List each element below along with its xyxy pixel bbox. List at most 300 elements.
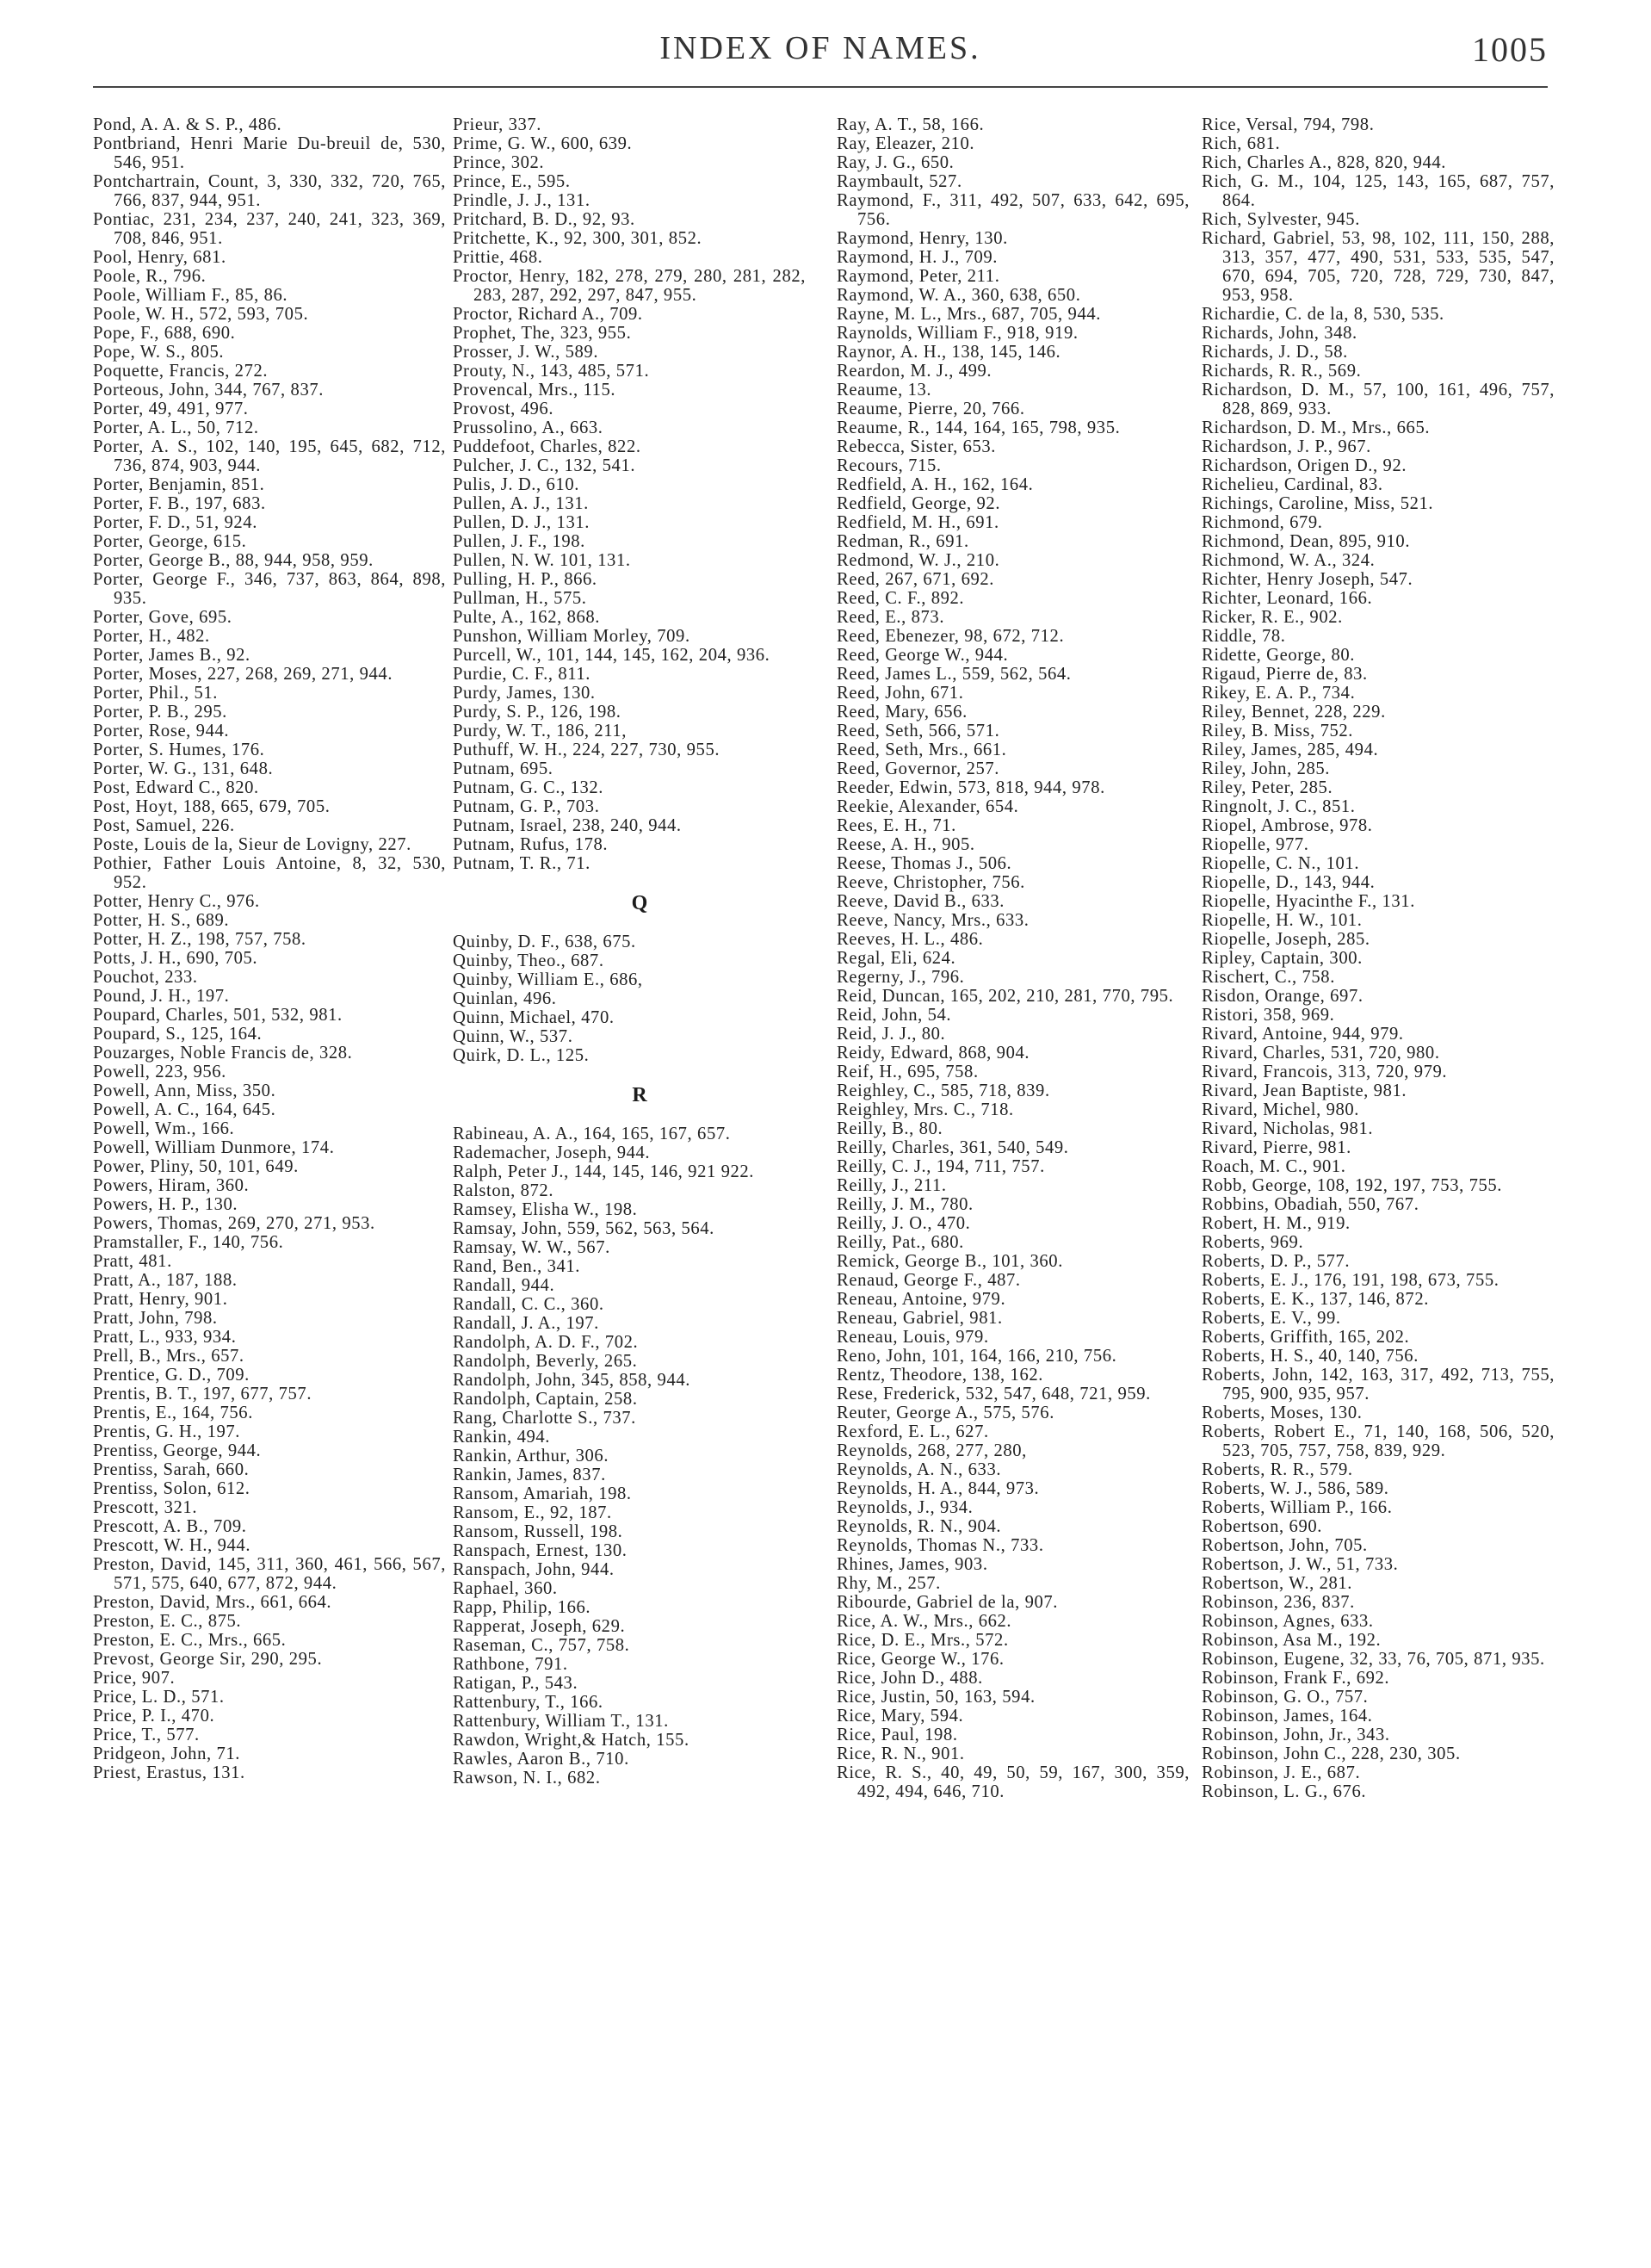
index-entry: Robinson, John C., 228, 230, 305.: [1202, 1744, 1461, 1763]
index-entry: Rivard, Charles, 531, 720, 980.: [1202, 1044, 1440, 1063]
index-entry: Reaume, 13.: [837, 381, 932, 400]
index-entry: Porter, Benjamin, 851.: [93, 475, 265, 494]
index-entry: Richmond, W. A., 324.: [1202, 551, 1376, 570]
index-entry: Porter, George, 615.: [93, 532, 247, 551]
index-entry: Robbins, Obadiah, 550, 767.: [1202, 1195, 1419, 1214]
index-entry: Powell, Ann, Miss, 350.: [93, 1081, 276, 1100]
index-entry: Pope, W. S., 805.: [93, 343, 225, 362]
index-entry: Purdy, S. P., 126, 198.: [453, 703, 621, 722]
index-entry: Ransom, Russell, 198.: [453, 1522, 623, 1541]
index-entry: Porter, A. S., 102, 140, 195, 645, 682, 712, 736, 874, 903, 944.: [93, 437, 446, 475]
index-entry: Richmond, Dean, 895, 910.: [1202, 532, 1411, 551]
index-entry: Porter, 49, 491, 977.: [93, 400, 249, 418]
index-entry: Robinson, 236, 837.: [1202, 1593, 1355, 1612]
index-entry: Porter, F. B., 197, 683.: [93, 494, 266, 513]
index-entry: Reilly, Pat., 680.: [837, 1233, 964, 1252]
index-entry: Pulling, H. P., 866.: [453, 570, 597, 589]
index-column-2: [453, 115, 806, 1788]
index-entry: Reed, Ebenezer, 98, 672, 712.: [837, 627, 1065, 646]
index-entry: Ringnolt, J. C., 851.: [1202, 797, 1356, 816]
index-entry: Reed, 267, 671, 692.: [837, 570, 995, 589]
index-entry: Porter, George F., 346, 737, 863, 864, 898, 935.: [93, 570, 446, 608]
index-entry: Reilly, J. O., 470.: [837, 1214, 971, 1233]
index-entry: Poole, William F., 85, 86.: [93, 286, 288, 305]
index-entry: Ransom, Amariah, 198.: [453, 1484, 632, 1503]
index-entry: Quirk, D. L., 125.: [453, 1046, 590, 1065]
index-entry: Reynolds, R. N., 904.: [837, 1517, 1002, 1536]
index-entry: Roberts, D. P., 577.: [1202, 1252, 1351, 1271]
index-entry: Porter, Gove, 695.: [93, 608, 232, 627]
index-entry: Richards, J. D., 58.: [1202, 343, 1348, 362]
index-entry: Robertson, W., 281.: [1202, 1574, 1353, 1593]
index-entry: Redfield, George, 92.: [837, 494, 1001, 513]
index-entry: Potter, Henry C., 976.: [93, 892, 260, 911]
index-entry: Ramsay, John, 559, 562, 563, 564.: [453, 1219, 714, 1238]
index-entry: Ricker, R. E., 902.: [1202, 608, 1343, 627]
index-entry: Reynolds, H. A., 844, 973.: [837, 1479, 1040, 1498]
index-entry: Regerny, J., 796.: [837, 968, 965, 987]
index-entry: Post, Samuel, 226.: [93, 816, 235, 835]
index-entry: Rhy, M., 257.: [837, 1574, 941, 1593]
index-entry: Robertson, John, 705.: [1202, 1536, 1368, 1555]
index-entry: Robinson, John, Jr., 343.: [1202, 1726, 1390, 1744]
index-entry: Puddefoot, Charles, 822.: [453, 437, 641, 456]
index-entry: Prell, B., Mrs., 657.: [93, 1347, 244, 1366]
index-entry: Randolph, Beverly, 265.: [453, 1352, 638, 1371]
index-entry: Porter, Phil., 51.: [93, 684, 218, 703]
index-entry: Raymbault, 527.: [837, 172, 962, 191]
index-entry: Randall, J. A., 197.: [453, 1314, 599, 1333]
index-column-1: [93, 115, 446, 1782]
index-entry: Ralston, 872.: [453, 1181, 554, 1200]
index-entry: Ripley, Captain, 300.: [1202, 949, 1363, 968]
index-entry: Prentis, B. T., 197, 677, 757.: [93, 1385, 312, 1404]
index-entry: Richardson, Origen D., 92.: [1202, 456, 1407, 475]
index-entry: Ray, J. G., 650.: [837, 153, 955, 172]
index-entry: Powers, H. P., 130.: [93, 1195, 238, 1214]
index-entry: Risdon, Orange, 697.: [1202, 987, 1363, 1006]
index-entry: Porter, W. G., 131, 648.: [93, 759, 274, 778]
index-entry: Rice, D. E., Mrs., 572.: [837, 1631, 1009, 1650]
index-entry: Reeves, H. L., 486.: [837, 930, 984, 949]
index-entry: Putnam, Israel, 238, 240, 944.: [453, 816, 682, 835]
index-entry: Porter, James B., 92.: [93, 646, 250, 665]
index-entry: Pritchard, B. D., 92, 93.: [453, 210, 635, 229]
index-entry: Reilly, Charles, 361, 540, 549.: [837, 1138, 1069, 1157]
index-entry: Powell, Wm., 166.: [93, 1119, 235, 1138]
index-entry: Reeder, Edwin, 573, 818, 944, 978.: [837, 778, 1105, 797]
index-entry: Prescott, W. H., 944.: [93, 1536, 251, 1555]
index-entry: Quinby, Theo., 687.: [453, 951, 604, 970]
index-entry: Redman, R., 691.: [837, 532, 969, 551]
index-entry: Roberts, Robert E., 71, 140, 168, 506, 520, 523, 705, 757, 758, 839, 929.: [1202, 1422, 1555, 1460]
index-entry: Rich, 681.: [1202, 134, 1281, 153]
index-entry: Potts, J. H., 690, 705.: [93, 949, 258, 968]
index-entry: Pullen, A. J., 131.: [453, 494, 589, 513]
index-entry: Rivard, Michel, 980.: [1202, 1100, 1360, 1119]
index-entry: Reidy, Edward, 868, 904.: [837, 1044, 1030, 1063]
index-entry: Rice, R. S., 40, 49, 50, 59, 167, 300, 359, 492, 494, 646, 710.: [837, 1763, 1190, 1801]
index-entry: Pond, A. A. & S. P., 486.: [93, 115, 282, 134]
index-entry: Roberts, Moses, 130.: [1202, 1404, 1363, 1422]
index-entry: Reneau, Antoine, 979.: [837, 1290, 1006, 1309]
index-entry: Rattenbury, T., 166.: [453, 1693, 603, 1712]
index-entry: Pullman, H., 575.: [453, 589, 587, 608]
section-letter: Q: [631, 892, 648, 914]
index-entry: Roberts, H. S., 40, 140, 756.: [1202, 1347, 1419, 1366]
index-entry: Ristori, 358, 969.: [1202, 1006, 1335, 1025]
index-entry: Reaume, R., 144, 164, 165, 798, 935.: [837, 418, 1121, 437]
index-entry: Ranspach, Ernest, 130.: [453, 1541, 628, 1560]
index-entry: Prittie, 468.: [453, 248, 543, 267]
index-entry: Ramsay, W. W., 567.: [453, 1238, 610, 1257]
index-entry: Ridette, George, 80.: [1202, 646, 1356, 665]
index-entry: Pulis, J. D., 610.: [453, 475, 579, 494]
index-entry: Preston, E. C., 875.: [93, 1612, 242, 1631]
index-entry: Ray, Eleazer, 210.: [837, 134, 975, 153]
index-entry: Reekie, Alexander, 654.: [837, 797, 1019, 816]
index-entry: Reynolds, A. N., 633.: [837, 1460, 1002, 1479]
index-entry: Randall, C. C., 360.: [453, 1295, 604, 1314]
index-entry: Reid, J. J., 80.: [837, 1025, 946, 1044]
index-entry: Prescott, A. B., 709.: [93, 1517, 247, 1536]
index-entry: Remick, George B., 101, 360.: [837, 1252, 1063, 1271]
index-entry: Pramstaller, F., 140, 756.: [93, 1233, 284, 1252]
index-entry: Roberts, E. V., 99.: [1202, 1309, 1341, 1328]
index-entry: Reilly, C. J., 194, 711, 757.: [837, 1157, 1045, 1176]
index-entry: Robinson, L. G., 676.: [1202, 1782, 1367, 1801]
index-entry: Riopelle, C. N., 101.: [1202, 854, 1360, 873]
index-entry: Reneau, Gabriel, 981.: [837, 1309, 1003, 1328]
index-entry: Rentz, Theodore, 138, 162.: [837, 1366, 1043, 1385]
index-entry: Roberts, William P., 166.: [1202, 1498, 1393, 1517]
index-entry: Pullen, J. F., 198.: [453, 532, 585, 551]
index-entry: Pullen, N. W. 101, 131.: [453, 551, 631, 570]
page-title: INDEX OF NAMES.: [659, 30, 981, 66]
index-entry: Raymond, F., 311, 492, 507, 633, 642, 695, 756.: [837, 191, 1190, 229]
index-entry: Ramsey, Elisha W., 198.: [453, 1200, 638, 1219]
index-entry: Reeve, Christopher, 756.: [837, 873, 1025, 892]
index-entry: Rese, Frederick, 532, 547, 648, 721, 959.: [837, 1385, 1151, 1404]
index-entry: Pridgeon, John, 71.: [93, 1744, 241, 1763]
index-entry: Reneau, Louis, 979.: [837, 1328, 989, 1347]
index-entry: Renaud, George F., 487.: [837, 1271, 1021, 1290]
index-entry: Poupard, Charles, 501, 532, 981.: [93, 1006, 343, 1025]
index-entry: Reid, Duncan, 165, 202, 210, 281, 770, 795.: [837, 987, 1174, 1006]
index-entry: Reeve, Nancy, Mrs., 633.: [837, 911, 1030, 930]
index-entry: Reed, James L., 559, 562, 564.: [837, 665, 1072, 684]
index-entry: Pouzarges, Noble Francis de, 328.: [93, 1044, 353, 1063]
index-entry: Rich, Sylvester, 945.: [1202, 210, 1360, 229]
index-entry: Richard, Gabriel, 53, 98, 102, 111, 150, 288, 313, 357, 477, 490, 531, 533, 535, 547, 670, 694, 705, 720, 728, 729, 730, 847, 953, 958.: [1202, 229, 1555, 305]
index-entry: Purcell, W., 101, 144, 145, 162, 204, 936.: [453, 646, 770, 665]
page-number: 1005: [1472, 30, 1548, 69]
index-entry: Pullen, D. J., 131.: [453, 513, 590, 532]
index-entry: Rang, Charlotte S., 737.: [453, 1409, 636, 1428]
index-entry: Reed, Governor, 257.: [837, 759, 1000, 778]
index-entry: Rankin, 494.: [453, 1428, 551, 1447]
index-entry: Porter, Moses, 227, 268, 269, 271, 944.: [93, 665, 393, 684]
index-entry: Raymond, H. J., 709.: [837, 248, 999, 267]
index-entry: Pratt, A., 187, 188.: [93, 1271, 238, 1290]
index-entry: Quinlan, 496.: [453, 989, 557, 1008]
index-column-3: [837, 115, 1190, 1801]
index-entry: Preston, E. C., Mrs., 665.: [93, 1631, 287, 1650]
index-entry: Riley, James, 285, 494.: [1202, 741, 1379, 759]
index-entry: Price, T., 577.: [93, 1726, 200, 1744]
index-entry: Price, 907.: [93, 1669, 176, 1688]
index-entry: Pratt, L., 933, 934.: [93, 1328, 237, 1347]
index-entry: Potter, H. Z., 198, 757, 758.: [93, 930, 306, 949]
index-entry: Reid, John, 54.: [837, 1006, 952, 1025]
index-entry: Richmond, 679.: [1202, 513, 1323, 532]
index-entry: Porter, F. D., 51, 924.: [93, 513, 257, 532]
index-entry: Reuter, George A., 575, 576.: [837, 1404, 1054, 1422]
index-entry: Reighley, C., 585, 718, 839.: [837, 1081, 1050, 1100]
index-entry: Purdy, W. T., 186, 211,: [453, 722, 628, 741]
index-entry: Rice, John D., 488.: [837, 1669, 983, 1688]
index-entry: Robinson, J. E., 687.: [1202, 1763, 1361, 1782]
index-entry: Provencal, Mrs., 115.: [453, 381, 616, 400]
index-entry: Rivard, Francois, 313, 720, 979.: [1202, 1063, 1448, 1081]
index-entry: Post, Edward C., 820.: [93, 778, 259, 797]
index-entry: Putnam, T. R., 71.: [453, 854, 591, 873]
index-entry: Roach, M. C., 901.: [1202, 1157, 1346, 1176]
index-entry: Redfield, M. H., 691.: [837, 513, 999, 532]
index-entry: Richings, Caroline, Miss, 521.: [1202, 494, 1434, 513]
index-entry: Prentice, G. D., 709.: [93, 1366, 250, 1385]
index-entry: Prieur, 337.: [453, 115, 542, 134]
index-entry: Robb, George, 108, 192, 197, 753, 755.: [1202, 1176, 1503, 1195]
index-entry: Quinn, Michael, 470.: [453, 1008, 615, 1027]
index-entry: Randolph, Captain, 258.: [453, 1390, 638, 1409]
index-entry: Prentiss, Sarah, 660.: [93, 1460, 250, 1479]
index-entry: Quinby, William E., 686,: [453, 970, 643, 989]
index-entry: Prince, E., 595.: [453, 172, 571, 191]
index-entry: Porteous, John, 344, 767, 837.: [93, 381, 324, 400]
index-entry: Pound, J. H., 197.: [93, 987, 230, 1006]
index-entry: Putnam, 695.: [453, 759, 553, 778]
index-entry: Redmond, W. J., 210.: [837, 551, 1000, 570]
index-entry: Reilly, B., 80.: [837, 1119, 943, 1138]
index-entry: Robinson, Asa M., 192.: [1202, 1631, 1382, 1650]
page-header: [93, 29, 1548, 81]
index-entry: Rice, Paul, 198.: [837, 1726, 958, 1744]
index-entry: Regal, Eli, 624.: [837, 949, 956, 968]
index-entry: Reed, Seth, Mrs., 661.: [837, 741, 1007, 759]
index-entry: Redfield, A. H., 162, 164.: [837, 475, 1034, 494]
index-entry: Pulcher, J. C., 132, 541.: [453, 456, 636, 475]
index-entry: Rivard, Antoine, 944, 979.: [1202, 1025, 1404, 1044]
index-entry: Prevost, George Sir, 290, 295.: [93, 1650, 323, 1669]
index-entry: Robinson, Eugene, 32, 33, 76, 705, 871, 935.: [1202, 1650, 1545, 1669]
index-entry: Reed, C. F., 892.: [837, 589, 965, 608]
index-entry: Riopelle, 977.: [1202, 835, 1309, 854]
index-entry: Randall, 944.: [453, 1276, 555, 1295]
header-rule: [93, 86, 1548, 88]
index-entry: Reed, E., 873.: [837, 608, 945, 627]
index-entry: Rayne, M. L., Mrs., 687, 705, 944.: [837, 305, 1101, 324]
index-entry: Riopel, Ambrose, 978.: [1202, 816, 1373, 835]
section-letter: R: [632, 1084, 647, 1106]
index-entry: Pontbriand, Henri Marie Du-breuil de, 530, 546, 951.: [93, 134, 446, 172]
index-entry: Powell, William Dunmore, 174.: [93, 1138, 335, 1157]
index-entry: Preston, David, Mrs., 661, 664.: [93, 1593, 332, 1612]
index-entry: Roberts, Griffith, 165, 202.: [1202, 1328, 1410, 1347]
index-entry: Preston, David, 145, 311, 360, 461, 566, 567, 571, 575, 640, 677, 872, 944.: [93, 1555, 446, 1593]
index-entry: Randolph, John, 345, 858, 944.: [453, 1371, 690, 1390]
index-entry: Post, Hoyt, 188, 665, 679, 705.: [93, 797, 331, 816]
index-entry: Rees, E. H., 71.: [837, 816, 956, 835]
index-entry: Poupard, S., 125, 164.: [93, 1025, 263, 1044]
index-entry: Poste, Louis de la, Sieur de Lovigny, 227.: [93, 835, 411, 854]
index-entry: Rich, G. M., 104, 125, 143, 165, 687, 757, 864.: [1202, 172, 1555, 210]
index-entry: Roberts, 969.: [1202, 1233, 1304, 1252]
index-entry: Rawdon, Wright,& Hatch, 155.: [453, 1731, 689, 1750]
index-entry: Roberts, E. J., 176, 191, 198, 673, 755.: [1202, 1271, 1500, 1290]
index-entry: Roberts, W. J., 586, 589.: [1202, 1479, 1389, 1498]
index-entry: Rawles, Aaron B., 710.: [453, 1750, 629, 1769]
index-entry: Price, P. I., 470.: [93, 1707, 215, 1726]
index-entry: Rice, George W., 176.: [837, 1650, 1005, 1669]
index-entry: Poquette, Francis, 272.: [93, 362, 269, 381]
index-entry: Prophet, The, 323, 955.: [453, 324, 632, 343]
index-entry: Reese, A. H., 905.: [837, 835, 975, 854]
index-entry: Rankin, Arthur, 306.: [453, 1447, 609, 1466]
index-entry: Purdie, C. F., 811.: [453, 665, 591, 684]
index-entry: Riddle, 78.: [1202, 627, 1286, 646]
index-entry: Rawson, N. I., 682.: [453, 1769, 601, 1788]
index-entry: Raseman, C., 757, 758.: [453, 1636, 630, 1655]
index-entry: Powers, Thomas, 269, 270, 271, 953.: [93, 1214, 375, 1233]
index-entry: Rigaud, Pierre de, 83.: [1202, 665, 1368, 684]
index-entry: Riopelle, D., 143, 944.: [1202, 873, 1376, 892]
index-entry: Price, L. D., 571.: [93, 1688, 225, 1707]
index-entry: Rabineau, A. A., 164, 165, 167, 657.: [453, 1125, 731, 1143]
index-entry: Richardson, D. M., 57, 100, 161, 496, 757, 828, 869, 933.: [1202, 381, 1555, 418]
index-entry: Prince, 302.: [453, 153, 545, 172]
index-entry: Ralph, Peter J., 144, 145, 146, 921 922.: [453, 1162, 755, 1181]
index-entry: Riopelle, Hyacinthe F., 131.: [1202, 892, 1415, 911]
index-entry: Rebecca, Sister, 653.: [837, 437, 997, 456]
index-entry: Powell, 223, 956.: [93, 1063, 226, 1081]
index-entry: Ranspach, John, 944.: [453, 1560, 615, 1579]
index-entry: Prentis, E., 164, 756.: [93, 1404, 253, 1422]
index-entry: Porter, S. Humes, 176.: [93, 741, 265, 759]
index-entry: Punshon, William Morley, 709.: [453, 627, 690, 646]
index-entry: Rich, Charles A., 828, 820, 944.: [1202, 153, 1447, 172]
index-entry: Ribourde, Gabriel de la, 907.: [837, 1593, 1059, 1612]
index-entry: Powers, Hiram, 360.: [93, 1176, 250, 1195]
index-entry: Rathbone, 791.: [453, 1655, 568, 1674]
index-entry: Richter, Leonard, 166.: [1202, 589, 1373, 608]
index-entry: Reese, Thomas J., 506.: [837, 854, 1012, 873]
index-entry: Richardie, C. de la, 8, 530, 535.: [1202, 305, 1444, 324]
index-entry: Provost, 496.: [453, 400, 554, 418]
index-entry: Reynolds, J., 934.: [837, 1498, 974, 1517]
index-entry: Rexford, E. L., 627.: [837, 1422, 989, 1441]
index-entry: Reynolds, Thomas N., 733.: [837, 1536, 1044, 1555]
index-entry: Prussolino, A., 663.: [453, 418, 603, 437]
index-entry: Pratt, Henry, 901.: [93, 1290, 228, 1309]
index-entry: Rapperat, Joseph, 629.: [453, 1617, 626, 1636]
index-entry: Porter, H., 482.: [93, 627, 210, 646]
index-entry: Prouty, N., 143, 485, 571.: [453, 362, 650, 381]
index-entry: Robinson, Agnes, 633.: [1202, 1612, 1374, 1631]
index-entry: Potter, H. S., 689.: [93, 911, 230, 930]
index-entry: Riopelle, H. W., 101.: [1202, 911, 1363, 930]
index-entry: Reighley, Mrs. C., 718.: [837, 1100, 1014, 1119]
index-entry: Rattenbury, William T., 131.: [453, 1712, 669, 1731]
index-entry: Robinson, James, 164.: [1202, 1707, 1373, 1726]
index-entry: Pontchartrain, Count, 3, 330, 332, 720, 765, 766, 837, 944, 951.: [93, 172, 446, 210]
index-entry: Rapp, Philip, 166.: [453, 1598, 591, 1617]
index-entry: Richards, John, 348.: [1202, 324, 1357, 343]
index-entry: Reed, Seth, 566, 571.: [837, 722, 1000, 741]
index-entry: Rice, Versal, 794, 798.: [1202, 115, 1375, 134]
index-columns: [93, 115, 1556, 2242]
index-entry: Reed, John, 671.: [837, 684, 964, 703]
index-entry: Priest, Erastus, 131.: [93, 1763, 245, 1782]
index-entry: Rice, A. W., Mrs., 662.: [837, 1612, 1012, 1631]
index-entry: Quinby, D. F., 638, 675.: [453, 933, 636, 951]
index-entry: Riopelle, Joseph, 285.: [1202, 930, 1370, 949]
index-entry: Prosser, J. W., 589.: [453, 343, 599, 362]
index-entry: Richelieu, Cardinal, 83.: [1202, 475, 1383, 494]
index-entry: Pouchot, 233.: [93, 968, 198, 987]
index-entry: Reilly, J. M., 780.: [837, 1195, 974, 1214]
index-entry: Porter, George B., 88, 944, 958, 959.: [93, 551, 374, 570]
index-entry: Rademacher, Joseph, 944.: [453, 1143, 651, 1162]
index-entry: Ratigan, P., 543.: [453, 1674, 578, 1693]
index-entry: Reed, George W., 944.: [837, 646, 1009, 665]
index-entry: Reynolds, 268, 277, 280,: [837, 1441, 1027, 1460]
index-entry: Pontiac, 231, 234, 237, 240, 241, 323, 369, 708, 846, 951.: [93, 210, 446, 248]
index-entry: Prentis, G. H., 197.: [93, 1422, 241, 1441]
index-entry: Rhines, James, 903.: [837, 1555, 988, 1574]
index-entry: Raymond, W. A., 360, 638, 650.: [837, 286, 1081, 305]
index-entry: Riley, B. Miss, 752.: [1202, 722, 1354, 741]
index-entry: Raymond, Henry, 130.: [837, 229, 1008, 248]
index-entry: Porter, A. L., 50, 712.: [93, 418, 259, 437]
index-entry: Powell, A. C., 164, 645.: [93, 1100, 276, 1119]
index-column-4: [1202, 115, 1555, 1801]
index-entry: Robinson, Frank F., 692.: [1202, 1669, 1390, 1688]
index-entry: Prentiss, George, 944.: [93, 1441, 262, 1460]
index-entry: Porter, P. B., 295.: [93, 703, 227, 722]
index-entry: Rikey, E. A. P., 734.: [1202, 684, 1356, 703]
index-entry: Roberts, E. K., 137, 146, 872.: [1202, 1290, 1429, 1309]
index-entry: Power, Pliny, 50, 101, 649.: [93, 1157, 299, 1176]
index-entry: Pope, F., 688, 690.: [93, 324, 236, 343]
index-entry: Prindle, J. J., 131.: [453, 191, 591, 210]
index-entry: Richardson, J. P., 967.: [1202, 437, 1371, 456]
index-entry: Ray, A. T., 58, 166.: [837, 115, 985, 134]
index-entry: Rivard, Pierre, 981.: [1202, 1138, 1351, 1157]
index-entry: Robertson, 690.: [1202, 1517, 1322, 1536]
index-entry: Raymond, Peter, 211.: [837, 267, 1000, 286]
index-entry: Puthuff, W. H., 224, 227, 730, 955.: [453, 741, 720, 759]
index-entry: Riley, Bennet, 228, 229.: [1202, 703, 1386, 722]
index-entry: Riley, Peter, 285.: [1202, 778, 1333, 797]
index-entry: Pool, Henry, 681.: [93, 248, 226, 267]
index-entry: Riley, John, 285.: [1202, 759, 1331, 778]
index-entry: Pratt, John, 798.: [93, 1309, 218, 1328]
index-entry: Putnam, G. P., 703.: [453, 797, 600, 816]
index-entry: Prescott, 321.: [93, 1498, 198, 1517]
index-entry: Putnam, G. C., 132.: [453, 778, 604, 797]
index-entry: Robert, H. M., 919.: [1202, 1214, 1351, 1233]
